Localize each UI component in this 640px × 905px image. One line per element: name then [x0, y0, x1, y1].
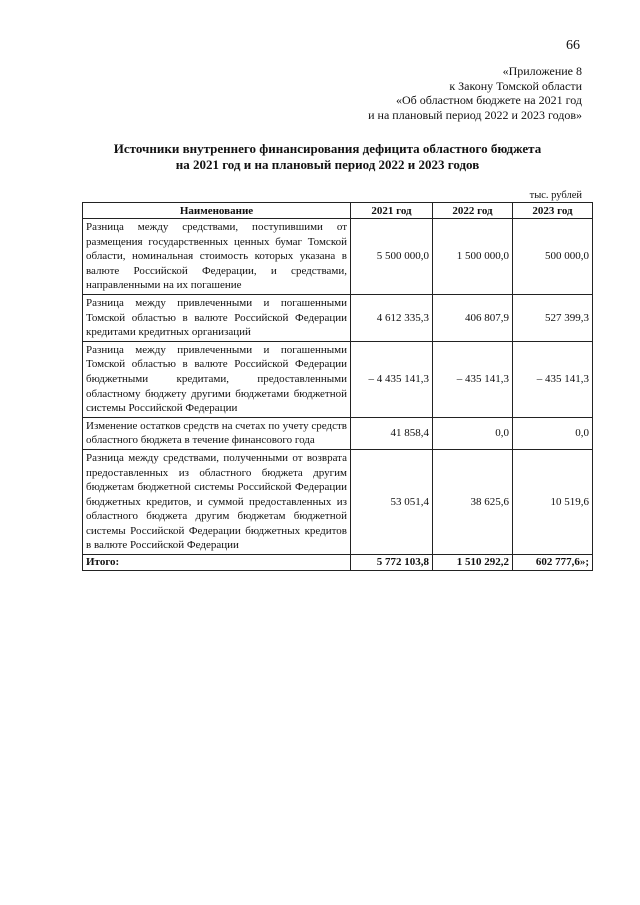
value-2021: 53 051,4 — [351, 449, 433, 554]
table-row — [83, 417, 593, 449]
table-row — [83, 219, 593, 295]
value-2023: 500 000,0 — [513, 219, 593, 295]
page-number: 66 — [566, 38, 580, 53]
value-2023: 0,0 — [513, 417, 593, 449]
table-row — [83, 294, 593, 341]
table-row — [83, 449, 593, 554]
header-2021: 2021 год — [351, 203, 433, 219]
value-2023: 527 399,3 — [513, 294, 593, 341]
appendix-reference — [368, 64, 582, 122]
value-2023: 10 519,6 — [513, 449, 593, 554]
row-name: Разница между привлеченными и погашенными Томской областью в валюте Российской Федерации бюджетными кредитами, предоставленными областному бюджету другими бюджетами бюджетной системы Российской Федерации — [83, 341, 351, 417]
value-2021: 4 612 335,3 — [351, 294, 433, 341]
total-2022: 1 510 292,2 — [433, 555, 513, 571]
financing-sources-table — [82, 202, 593, 571]
appendix-line: «Об областном бюджете на 2021 год — [396, 93, 582, 107]
header-2023: 2023 год — [513, 203, 593, 219]
row-name: Разница между средствами, поступившими от размещения государственных ценных бумаг Томской области, номинальная стоимость которых указана в валюте Российской Федерации, и средствами, направленными на их погашение — [83, 219, 351, 295]
total-2023: 602 777,6»; — [513, 555, 593, 571]
row-name: Разница между средствами, полученными от возврата предоставленных из областного бюджета другим бюджетам бюджетной системы Российской Федерации бюджетных кредитов, и суммой предоставленных из областного бюджета другим бюджетам бюджетной системы Российской Федерации бюджетных кредитов в валюте Российской Федерации — [83, 449, 351, 554]
total-label: Итого: — [83, 555, 351, 571]
value-2022: 38 625,6 — [433, 449, 513, 554]
appendix-line: и на плановый период 2022 и 2023 годов» — [368, 107, 582, 122]
header-name: Наименование — [83, 203, 351, 219]
value-2021: – 4 435 141,3 — [351, 341, 433, 417]
total-row — [83, 555, 593, 571]
title-line: Источники внутреннего финансирования дефицита областного бюджета — [113, 141, 542, 156]
value-2021: 41 858,4 — [351, 417, 433, 449]
title-line: на 2021 год и на плановый период 2022 и 2023 годов — [175, 157, 480, 172]
value-2022: 1 500 000,0 — [433, 219, 513, 295]
table-row — [83, 341, 593, 417]
appendix-line: «Приложение 8 — [502, 64, 582, 78]
value-2021: 5 500 000,0 — [351, 219, 433, 295]
value-2022: 406 807,9 — [433, 294, 513, 341]
document-title — [70, 141, 585, 173]
value-2022: – 435 141,3 — [433, 341, 513, 417]
total-2021: 5 772 103,8 — [351, 555, 433, 571]
units-label: тыс. рублей — [529, 190, 582, 201]
appendix-line: к Закону Томской области — [449, 78, 582, 93]
header-2022: 2022 год — [433, 203, 513, 219]
value-2023: – 435 141,3 — [513, 341, 593, 417]
row-name: Изменение остатков средств на счетах по учету средств областного бюджета в течение финансового года — [83, 417, 351, 449]
value-2022: 0,0 — [433, 417, 513, 449]
table-header-row — [83, 203, 593, 219]
row-name: Разница между привлеченными и погашенными Томской областью в валюте Российской Федерации кредитами кредитных организаций — [83, 294, 351, 341]
